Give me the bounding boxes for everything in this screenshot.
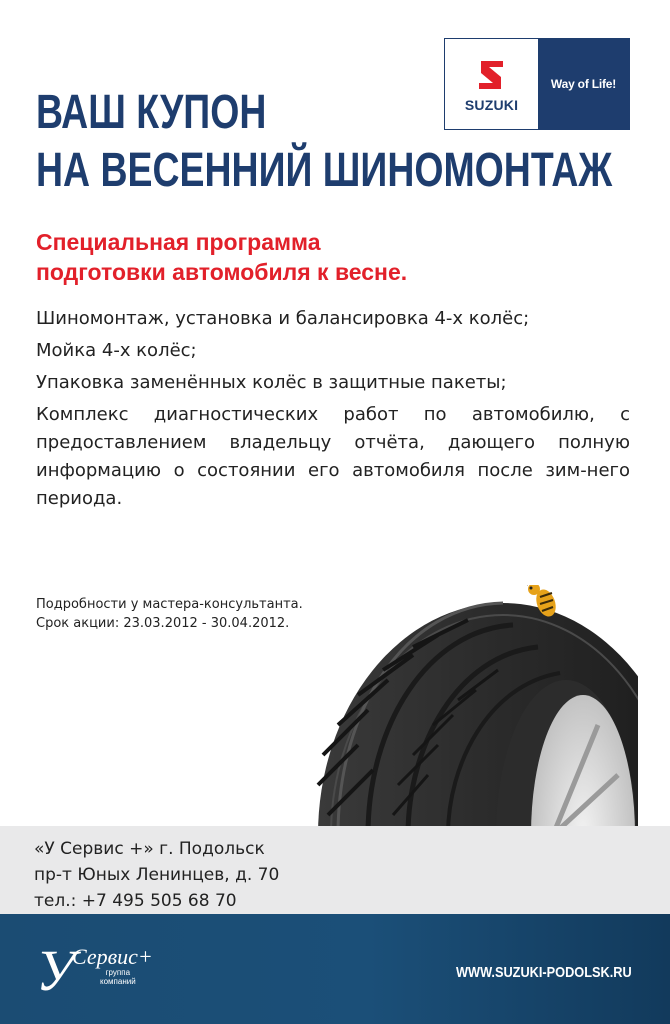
slogan: Way of Life!: [538, 39, 629, 129]
services-list: [36, 305, 630, 517]
service-item: Шиномонтаж, установка и балансировка 4-х колёс;: [36, 308, 530, 329]
dealer-name: «У Сервис +» г. Подольск: [34, 839, 265, 859]
street-address: пр-т Юных Ленинцев, д. 70: [34, 865, 280, 885]
details-consultant: Подробности у мастера-консультанта.: [36, 597, 303, 612]
group-caption-line-1: группа: [105, 968, 131, 977]
footer-bar: [0, 914, 670, 1024]
address-block: [34, 836, 279, 914]
group-caption-line-2: компаний: [100, 977, 136, 986]
page-title: [36, 84, 612, 200]
group-logo-letter: У: [36, 938, 76, 1003]
service-item: Упаковка заменённых колёс в защитные пакеты;: [36, 372, 507, 393]
details-period: Срок акции: 23.03.2012 - 30.04.2012.: [36, 616, 290, 631]
suzuki-wordmark: SUZUKI: [464, 97, 519, 113]
headline-line-2: НА ВЕСЕННИЙ ШИНОМОНТАЖ: [36, 144, 613, 197]
promo-details: [36, 595, 303, 633]
phone-number: тел.: +7 495 505 68 70: [34, 891, 237, 911]
service-item: Мойка 4-х колёс;: [36, 340, 197, 361]
service-item: Комплекс диагностических работ по автомобилю, с предоставлением владельцу отчёта, дающего полную информацию о состоянии его автомобиля после зим-него периода.: [36, 404, 630, 509]
group-logo-text: Сервис+: [72, 944, 153, 969]
group-caption: [100, 968, 136, 986]
website-link[interactable]: WWW.SUZUKI-PODOLSK.RU: [456, 964, 632, 981]
headline-line-1: ВАШ КУПОН: [36, 86, 267, 139]
subhead-line-2: подготовки автомобиля к весне.: [36, 259, 408, 285]
tire-illustration: [298, 585, 638, 835]
program-subheading: [36, 227, 407, 287]
address-panel: [0, 826, 670, 914]
subhead-line-1: Специальная программа: [36, 229, 321, 255]
